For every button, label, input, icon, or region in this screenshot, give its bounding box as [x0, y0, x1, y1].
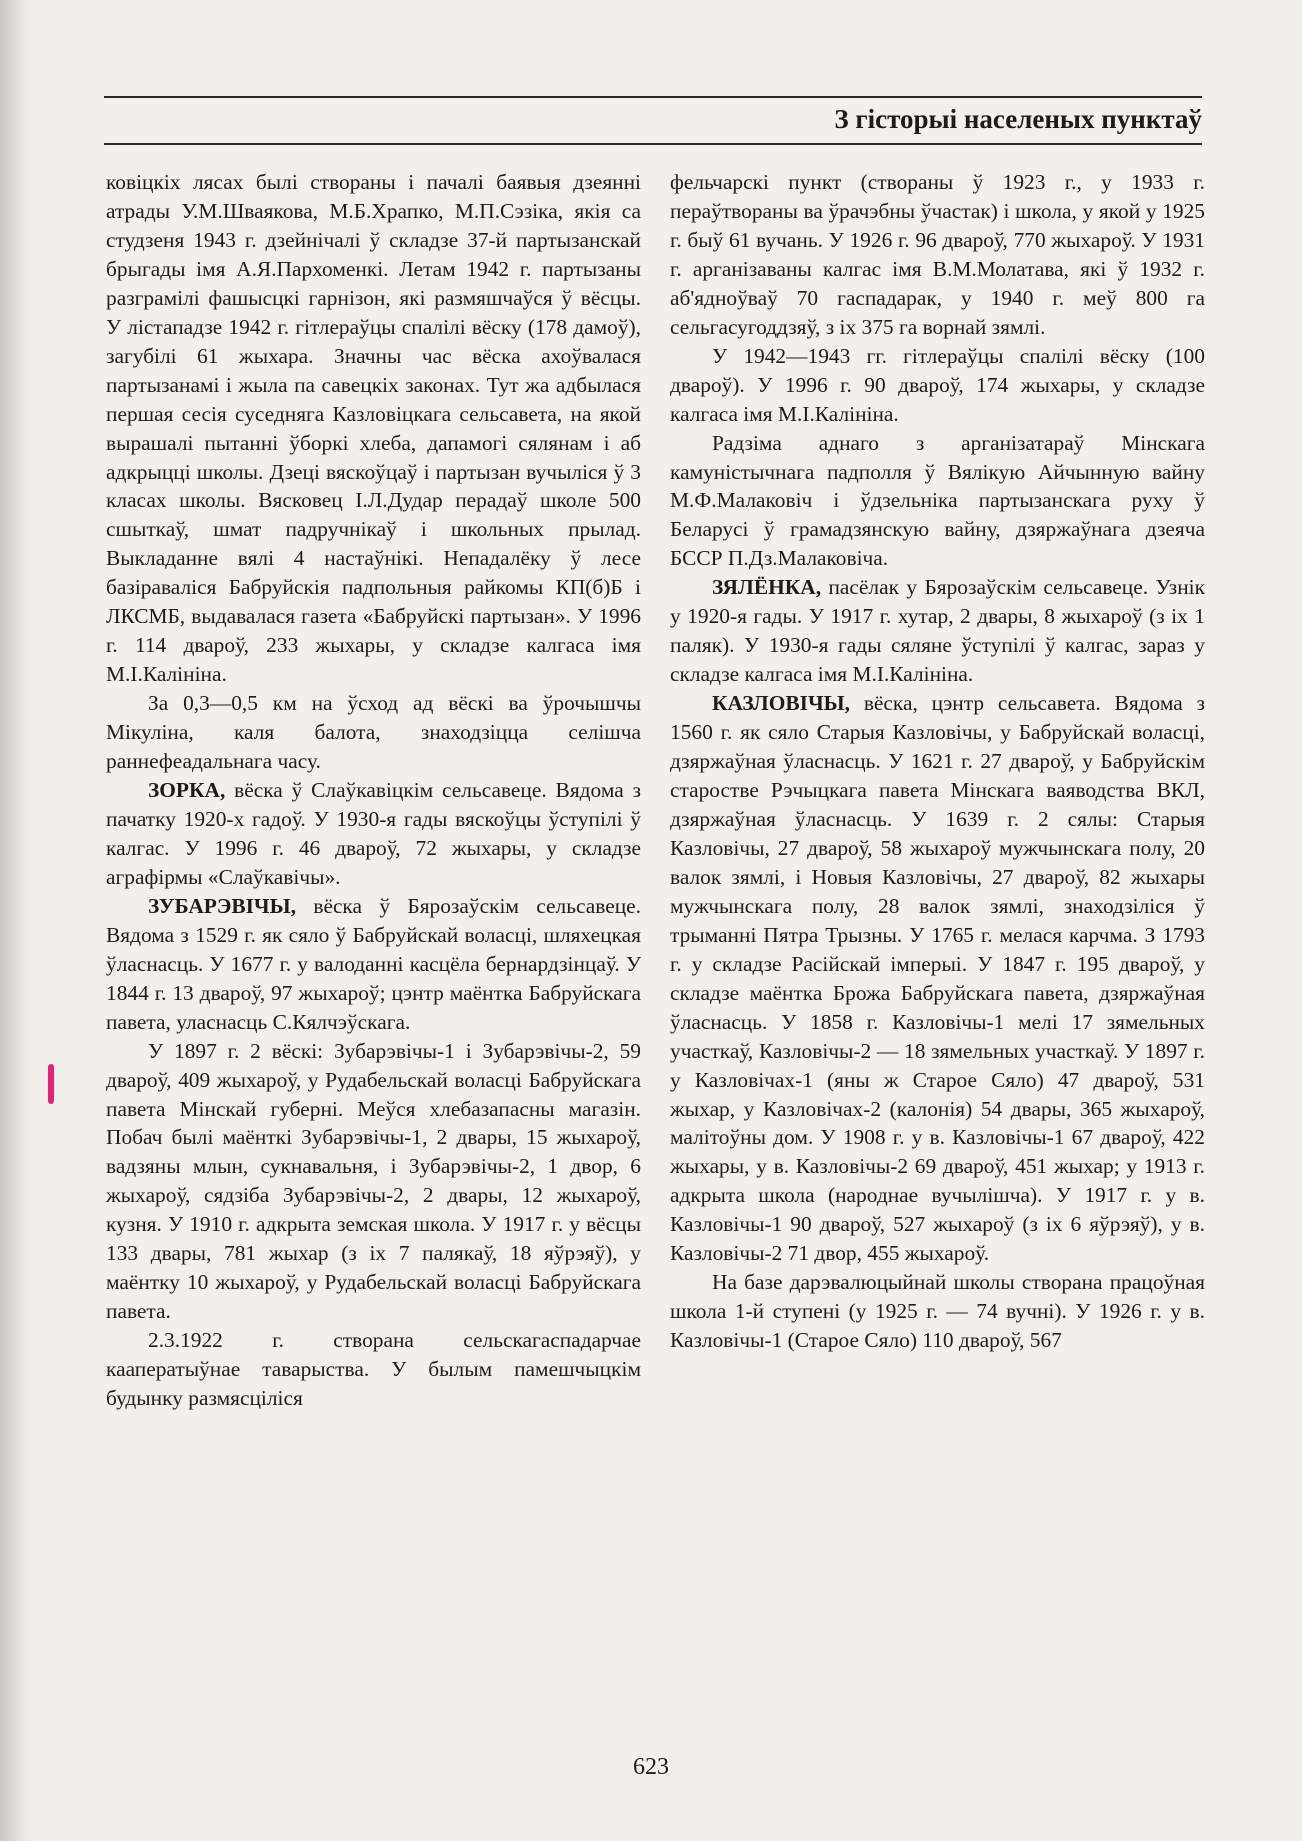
header-rule-bottom [104, 143, 1202, 145]
page-number: 623 [633, 1754, 669, 1780]
paragraph: Радзіма аднаго з арганізатараў Мінскага камуністычнага падполля ў Вялікую Айчынную вайну М.Ф.Малаковіч і ўдзельніка партызанскага руху ў Беларусі ў грамадзянскую вайну, дзяржаўнага дзеяча БССР П.Дз.Малаковіча. [670, 430, 1205, 571]
paragraph: На базе дарэвалюцыйнай школы створана працоўная школа 1-й ступені (у 1925 г. — 74 вучні). У 1926 г. у в. Казловічы-1 (Старое Сяло) 110 двароў, 567 [670, 1270, 1205, 1353]
paragraph: 2.3.1922 г. створана сельскагаспадарчае кааператыўнае таварыства. У былым памешчыцкім будынку размясціліся [106, 1328, 641, 1411]
paragraph: фельчарскі пункт (створаны ў 1923 г., у 1933 г. пераўтвораны ва ўрачэбны ўчастак) і школа, у якой у 1925 г. быў 61 вучань. У 1926 г. 96 двароў, 770 жыхароў. У 1931 г. арганізаваны калгас імя В.М.Молатава, які ў 1932 г. аб'ядноўваў 70 гаспадарак, у 1940 г. меў 800 га сельгасугоддзяў, з іх 375 га ворнай зямлі. [670, 170, 1205, 339]
entry-heading: ЗЯЛЁНКА, [712, 575, 822, 600]
page-gutter-shadow [0, 0, 34, 1841]
entry-heading: ЗОРКА, [148, 778, 226, 803]
entry-zyalyonka [670, 573, 1205, 689]
paragraph: У 1942—1943 гг. гітлераўцы спалілі вёску (100 двароў). У 1996 г. 90 двароў, 174 жыхары, у складзе калгаса імя М.І.Калініна. [670, 343, 1205, 426]
entry-heading: КАЗЛОВІЧЫ, [712, 691, 850, 716]
entry-kazlovichy [670, 689, 1205, 1268]
margin-highlight-mark [48, 1064, 54, 1104]
right-column [670, 168, 1205, 1355]
entry-text: вёска ў Слаўкавіцкім сельсавеце. Вядома з пачатку 1920-х гадоў. У 1930-я гады вяскоўцы ўступілі ў калгас. У 1996 г. 46 двароў, 72 жыхары, у складзе агрaфірмы «Слаўкавічы». [106, 778, 641, 889]
paragraph: У 1897 г. 2 вёскі: Зубарэвічы-1 і Зубарэвічы-2, 59 двароў, 409 жыхароў, у Рудабельскай воласці Бабруйскага павета Мінскай губерні. Меўся хлебазапасны магазін. Побач былі маёнткі Зубарэвічы-1, 2 двары, 15 жыхароў, вадзяны млын, сукнавальня, і Зубарэвічы-2, 1 двор, 6 жыхароў, сядзіба Зубарэвічы-2, 2 двары, 12 жыхароў, кузня. У 1910 г. адкрыта земская школа. У 1917 г. у вёсцы 133 двары, 781 жыхар (з іх 7 палякаў, 18 яўрэяў), у маёнтку 10 жыхароў, у Рудабельскай воласці Бабруйскага павета. [106, 1038, 641, 1324]
left-column [106, 168, 641, 1413]
entry-text: вёска ў Бярозаўскім сельсавеце. Вядома з 1529 г. як сяло ў Бабруйскай воласці, шляхецкая ўласнасць. У 1677 г. у валоданні касцёла бернардзінцаў. У 1844 г. 13 двароў, 97 жыхароў; цэнтр маёнтка Бабруйскага павета, уласнасць С.Кялчэўскага. [106, 893, 641, 1034]
entry-zubarevichy [106, 892, 641, 1037]
entry-text: пасёлак у Бярозаўскім сельсавеце. Узнік у 1920-я гады. У 1917 г. хутар, 2 двары, 8 жыхароў (з іх 1 паляк). У 1930-я гады сяляне ўступілі ў калгас, зараз у складзе калгаса імя М.І.Калініна. [670, 575, 1205, 687]
paragraph: За 0,3—0,5 км на ўсход ад вёскі ва ўрочышчы Мікуліна, каля балота, знаходзіцца селішча раннефеадальнага часу. [106, 691, 641, 774]
entry-text: вёска, цэнтр сельсавета. Вядома з 1560 г. як сяло Старыя Казловічы, у Бабруйскай воласці, дзяржаўная ўласнасць. У 1621 г. 27 двароў, у Бабруйскім старостве Рэчыцкага павета Мінскага ваяводства ВКЛ, дзяржаўная ўласнасць. У 1639 г. 2 сялы: Старыя Казловічы, 27 двароў, 58 жыхароў мужчынскага полу, 20 валок зямлі, і Новыя Казловічы, 27 двароў, 82 жыхары мужчынскага полу, 28 валок зямлі, знаходзіліся ў трыманні Пятра Трызны. У 1765 г. мелася карчма. З 1793 г. у складзе Расійскай імперыі. У 1847 г. 195 двароў, у складзе маёнтка Брожа Бабруйскага павета, дзяржаўная ўласнасць. У 1858 г. Казловічы-1 мелі 17 зямельных участкаў, Казловічы-2 — 18 зямельных участкаў. У 1897 г. у Казловічах-1 (яны ж Старое Сяло) 47 двароў, 531 жыхар, у Казловічах-2 (калонія) 54 двары, 365 жыхароў, малітоўны дом. У 1908 г. у в. Казловічы-1 67 двароў, 422 жыхары, у в. Казловічы-2 69 двароў, 451 жыхар; у 1913 г. адкрыта школа (народнае вучылішча). У 1917 г. у в. Казловічы-1 90 двароў, 527 жыхароў (з іх 6 яўрэяў), у в. Казловічы-2 71 двор, 455 жыхароў. [670, 691, 1205, 1266]
paragraph: ковіцкіх лясах былі створаны і пачалі баявыя дзеянні атрады У.М.Шваякова, М.Б.Храпко, М.П.Сэзіка, якія са студзеня 1943 г. дзейнічалі ў складзе 37-й партызанскай брыгады імя А.Я.Пархоменкі. Летам 1942 г. партызаны разграмілі фашысцкі гарнізон, які размяшчаўся ў вёсцы. У лістападзе 1942 г. гітлераўцы спалілі вёску (178 дамоў), загубілі 61 жыхара. Значны час вёска ахоўвалася партызанамі і жыла па савецкіх законах. Тут жа адбылася першая сесія суседняга Казловіцкага сельсавета, на якой вырашалі пытанні ўборкі хлеба, дапамогі сялянам і аб адкрыцці школы. Дзеці вяскоўцаў і партызан вучыліся ў 3 класах школы. Вясковец І.Л.Дудар перадаў школе 500 сшыткаў, шмат падручнікаў і школьных прылад. Выкладанне вялі 4 настаўнікі. Непадалёку ў лесе базіраваліся Бабруйскія падпольныя райкомы КП(б)Б і ЛКСМБ, выдавалася газета «Бабруйскі партызан». У 1996 г. 114 двароў, 233 жыхары, у складзе калгаса імя М.І.Калініна. [106, 170, 641, 687]
entry-zorka [106, 776, 641, 892]
header-rule-top [104, 96, 1202, 98]
running-header: З гісторыі населеных пунктаў [834, 104, 1202, 134]
entry-heading: ЗУБАРЭВІЧЫ, [148, 893, 296, 918]
